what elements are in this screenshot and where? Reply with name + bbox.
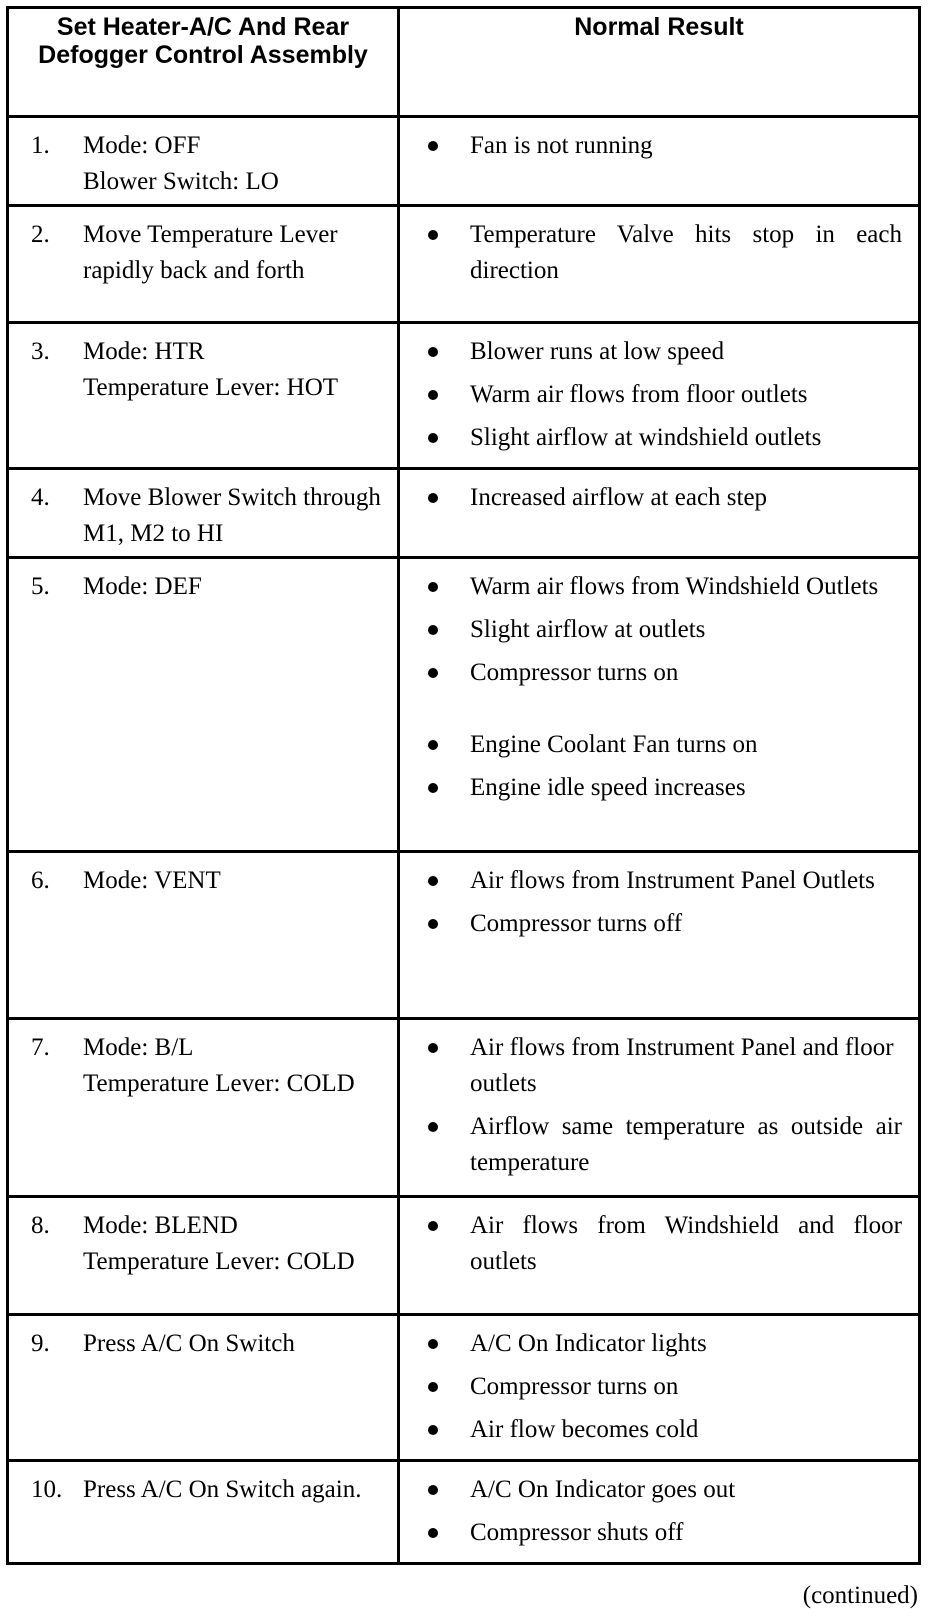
result-text: Temperature Valve hits stop in each direction: [470, 221, 902, 284]
setting-line: Blower Switch: LO: [83, 168, 279, 195]
table-row: [8, 558, 920, 852]
result-text: Compressor shuts off: [470, 1519, 684, 1546]
result-cell: [399, 558, 920, 852]
result-item: [424, 1208, 902, 1280]
setting-line: Temperature Lever: COLD: [83, 1248, 355, 1275]
result-text: A/C On Indicator goes out: [470, 1476, 736, 1503]
setting-column-header: Set Heater-A/C And Rear Defogger Control Assembly: [8, 8, 399, 117]
step-number: 3.: [31, 338, 50, 365]
result-item: [424, 1326, 902, 1362]
table-row: [8, 117, 920, 206]
table-row: [8, 1461, 920, 1564]
result-text: Warm air flows from floor outlets: [470, 381, 808, 408]
bullet-icon: [424, 727, 470, 763]
step-number: 2.: [31, 221, 50, 248]
setting-cell: [8, 1019, 399, 1197]
bullet-icon: [424, 906, 470, 942]
bullet-icon: [424, 1030, 470, 1102]
table-row: [8, 469, 920, 558]
result-cell: [399, 1315, 920, 1461]
result-item: [424, 128, 902, 164]
setting-cell: [8, 1315, 399, 1461]
bullet-icon: [424, 655, 470, 691]
bullet-icon: [424, 569, 470, 605]
bullet-icon: [424, 1515, 470, 1551]
result-cell: [399, 469, 920, 558]
setting-cell: [8, 117, 399, 206]
heater-ac-check-table: [6, 6, 921, 1565]
table-row: [8, 1197, 920, 1315]
setting-line: Press A/C On Switch: [83, 1330, 295, 1357]
table-row: [8, 1019, 920, 1197]
bullet-icon: [424, 770, 470, 806]
step-number: 10.: [31, 1476, 63, 1503]
result-item: [424, 1109, 902, 1181]
bullet-icon: [424, 420, 470, 456]
result-column-header: Normal Result: [399, 8, 920, 117]
table-row: [8, 206, 920, 323]
result-item: [424, 655, 902, 691]
result-item: [424, 906, 902, 942]
result-item: [424, 569, 902, 605]
setting-cell: [8, 206, 399, 323]
result-text: Airflow same temperature as outside air temperature: [470, 1113, 902, 1176]
bullet-icon: [424, 612, 470, 648]
bullet-icon: [424, 1369, 470, 1405]
setting-line: Mode: VENT: [83, 867, 221, 894]
bullet-icon: [424, 480, 470, 516]
document-page: [6, 6, 918, 1565]
setting-line: Mode: DEF: [83, 573, 202, 600]
result-cell: [399, 117, 920, 206]
setting-cell: [8, 852, 399, 1019]
bullet-icon: [424, 1109, 470, 1181]
step-number: 1.: [31, 132, 50, 159]
result-item: [424, 420, 902, 456]
result-text: A/C On Indicator lights: [470, 1330, 707, 1357]
result-text: Air flows from Windshield and floor outlets: [470, 1212, 902, 1275]
result-item: [424, 612, 902, 648]
result-item: [424, 1412, 902, 1448]
result-text: Compressor turns on: [470, 1373, 679, 1400]
result-cell: [399, 852, 920, 1019]
bullet-icon: [424, 217, 470, 289]
result-text: Slight airflow at outlets: [470, 616, 706, 643]
result-cell: [399, 1461, 920, 1564]
result-text: Engine Coolant Fan turns on: [470, 731, 758, 758]
result-item: [424, 377, 902, 413]
result-item: [424, 480, 902, 516]
table-header-row: [8, 8, 920, 117]
result-text: Increased airflow at each step: [470, 484, 768, 511]
bullet-icon: [424, 1208, 470, 1280]
result-text: Engine idle speed increases: [470, 774, 746, 801]
setting-cell: [8, 1461, 399, 1564]
result-text: Compressor turns on: [470, 659, 679, 686]
setting-line: Temperature Lever: HOT: [83, 374, 339, 401]
continued-note: (continued): [802, 1582, 918, 1609]
result-text: Compressor turns off: [470, 910, 683, 937]
result-text: Blower runs at low speed: [470, 338, 725, 365]
step-number: 9.: [31, 1330, 50, 1357]
bullet-icon: [424, 1472, 470, 1508]
result-text: Warm air flows from Windshield Outlets: [470, 573, 879, 600]
setting-line: Move Blower Switch through M1, M2 to HI: [83, 484, 381, 547]
result-item: [424, 1369, 902, 1405]
result-item: [424, 727, 902, 763]
result-item: [424, 770, 902, 806]
result-text: Slight airflow at windshield outlets: [470, 424, 822, 451]
table-row: [8, 852, 920, 1019]
result-cell: [399, 206, 920, 323]
result-cell: [399, 1197, 920, 1315]
setting-line: Move Temperature Lever rapidly back and forth: [83, 221, 338, 284]
setting-line: Mode: HTR: [83, 338, 205, 365]
result-text: Air flows from Instrument Panel Outlets: [470, 867, 875, 894]
result-item: [424, 334, 902, 370]
setting-line: Temperature Lever: COLD: [83, 1070, 355, 1097]
setting-line: Press A/C On Switch again.: [83, 1476, 362, 1503]
bullet-icon: [424, 1326, 470, 1362]
bullet-icon: [424, 334, 470, 370]
step-number: 7.: [31, 1034, 50, 1061]
result-text: Fan is not running: [470, 132, 653, 159]
result-text: Air flow becomes cold: [470, 1416, 699, 1443]
result-item: [424, 1515, 902, 1551]
setting-line: Mode: BLEND: [83, 1212, 238, 1239]
step-number: 6.: [31, 867, 50, 894]
result-item: [424, 217, 902, 289]
step-number: 5.: [31, 573, 50, 600]
result-item: [424, 863, 902, 899]
step-number: 8.: [31, 1212, 50, 1239]
result-cell: [399, 323, 920, 469]
bullet-icon: [424, 1412, 470, 1448]
setting-cell: [8, 558, 399, 852]
bullet-icon: [424, 377, 470, 413]
bullet-icon: [424, 128, 470, 164]
table-row: [8, 323, 920, 469]
step-number: 4.: [31, 484, 50, 511]
result-text: Air flows from Instrument Panel and floor outlets: [470, 1034, 894, 1097]
setting-line: Mode: B/L: [83, 1034, 194, 1061]
setting-cell: [8, 323, 399, 469]
setting-line: Mode: OFF: [83, 132, 201, 159]
result-item: [424, 1030, 902, 1102]
setting-cell: [8, 469, 399, 558]
setting-cell: [8, 1197, 399, 1315]
table-row: [8, 1315, 920, 1461]
result-cell: [399, 1019, 920, 1197]
bullet-icon: [424, 863, 470, 899]
result-item: [424, 1472, 902, 1508]
